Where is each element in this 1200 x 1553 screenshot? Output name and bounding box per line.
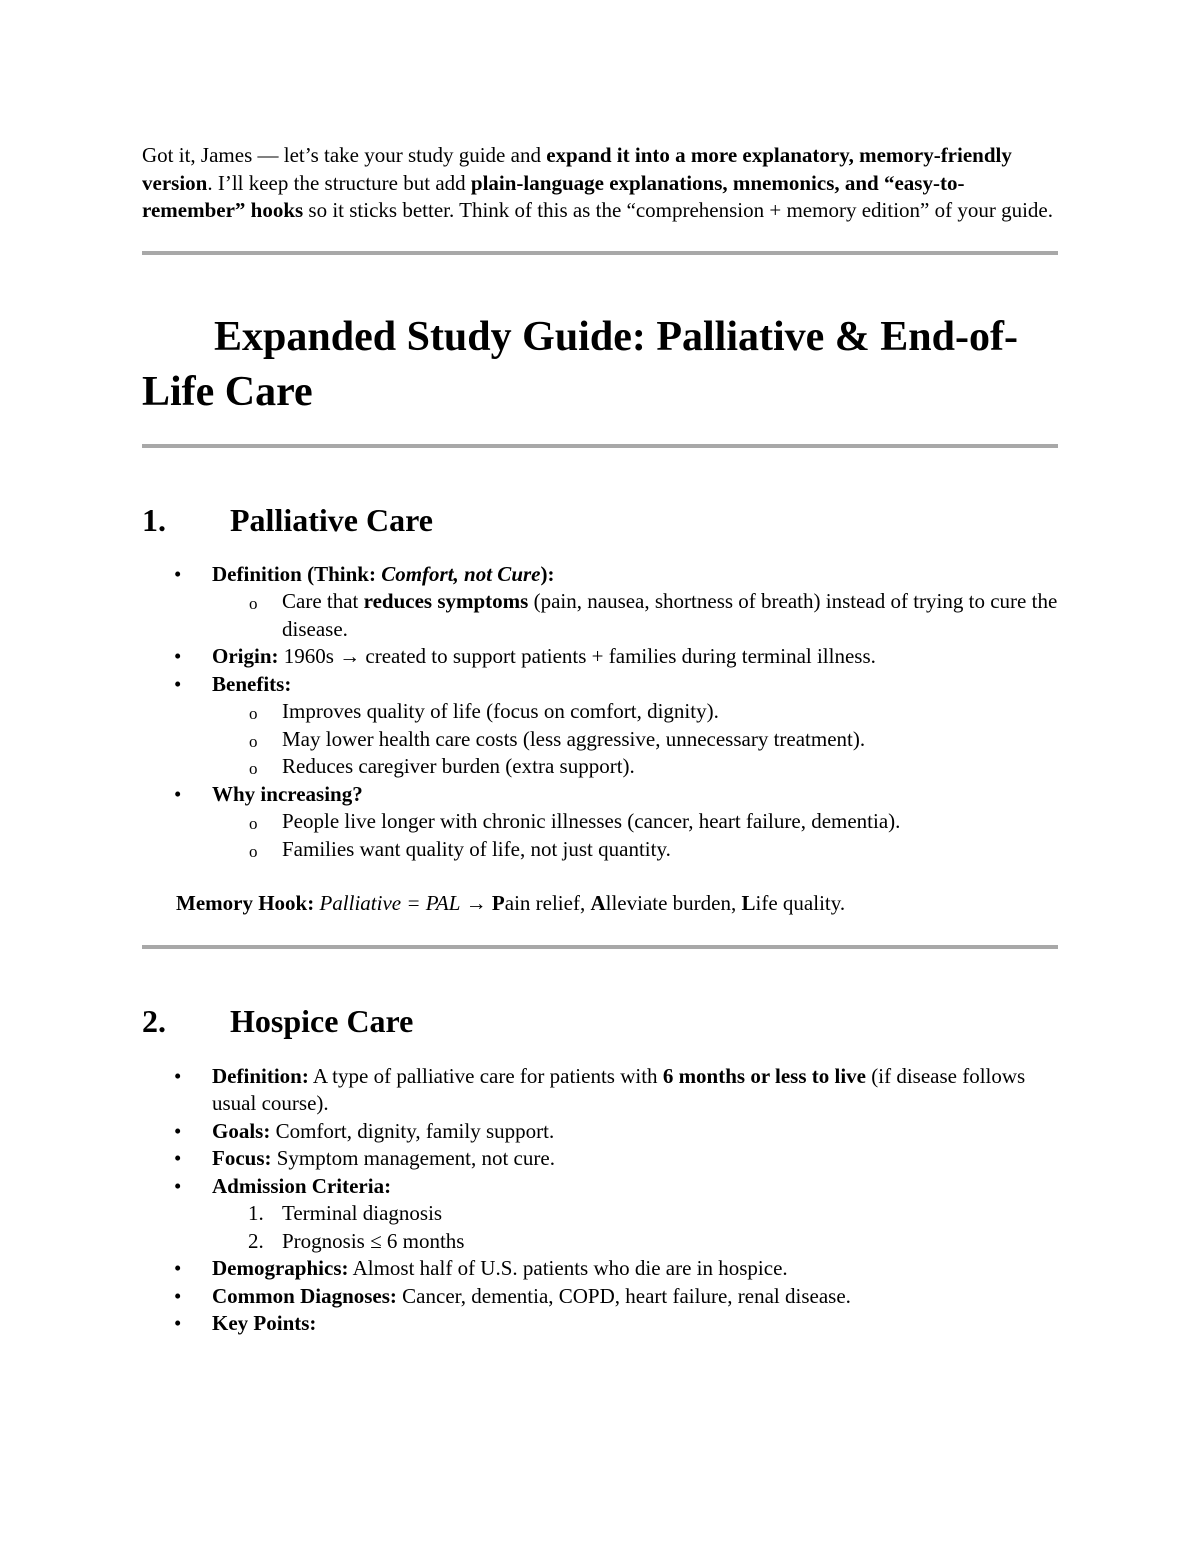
memory-hook: Memory Hook: Palliative = PAL → Pain relief, Alleviate burden, Life quality. <box>176 891 846 915</box>
intro-bold-1: expand it into a more explanatory, memory-friendly version <box>142 143 1012 195</box>
benefits-sublist <box>212 698 1058 781</box>
sub-list-item: o Care that reduces symptoms (pain, nausea, shortness of breath) instead of trying to cure the disease. <box>212 588 1058 643</box>
list-item-why-increasing: • Why increasing? o People live longer with chronic illnesses (cancer, heart failure, dementia). o Families want quality of life, not just quantity. <box>142 781 1058 864</box>
list-item-origin: • Origin: 1960s → created to support patients + families during terminal illness. <box>142 643 1058 671</box>
horizontal-rule <box>142 945 1058 949</box>
list-item-key-points: • Key Points: <box>142 1310 1058 1338</box>
section-number: 1. <box>142 501 166 538</box>
numbered-list-item: 1. Terminal diagnosis <box>248 1201 443 1225</box>
document-title: Expanded Study Guide: Palliative & End-of-Life Care <box>142 313 1018 415</box>
sub-list-item: o Improves quality of life (focus on comfort, dignity). <box>212 698 1058 726</box>
section-title: Hospice Care <box>230 1002 414 1039</box>
definition-sublist <box>212 588 1058 643</box>
list-item-demographics: • Demographics: Almost half of U.S. patients who die are in hospice. <box>142 1255 1058 1283</box>
list-item-definition: • Definition: A type of palliative care for patients with 6 months or less to live (if disease follows usual course). <box>142 1063 1058 1118</box>
sub-list-item: o Reduces caregiver burden (extra support). <box>212 753 1058 781</box>
list-item-admission-criteria: • Admission Criteria: 1. Terminal diagnosis 2. Prognosis ≤ 6 months <box>142 1173 1058 1256</box>
why-sublist <box>212 808 1058 863</box>
palliative-bullet-list <box>142 561 1058 864</box>
intro-paragraph: Got it, James — let’s take your study guide and expand it into a more explanatory, memory-friendly version. I’ll keep the structure but add plain-language explanations, mnemonics, and “easy-to-remember” hooks so it sticks better. Think of this as the “comprehension + memory edition” of your guide. <box>142 143 1053 222</box>
list-item-goals: • Goals: Comfort, dignity, family support. <box>142 1118 1058 1146</box>
list-item-definition: • Definition (Think: Comfort, not Cure): o Care that reduces symptoms (pain, nausea, shortness of breath) instead of trying to cure the disease. <box>142 561 1058 644</box>
section-heading-hospice <box>142 1001 1058 1041</box>
list-item-focus: • Focus: Symptom management, not cure. <box>142 1145 1058 1173</box>
list-item-benefits: • Benefits: o Improves quality of life (focus on comfort, dignity). o May lower health care costs (less aggressive, unnecessary treatment). o Reduces caregiver burden (extra support). <box>142 671 1058 781</box>
numbered-list-item: 2. Prognosis ≤ 6 months <box>248 1228 465 1253</box>
sub-list-item: o Families want quality of life, not just quantity. <box>212 836 1058 864</box>
horizontal-rule <box>142 251 1058 255</box>
document-page <box>142 142 1058 1338</box>
hospice-bullet-list <box>142 1063 1058 1338</box>
section-heading-palliative <box>142 500 1058 540</box>
intro-bold-2: plain-language explanations, mnemonics, and “easy-to-remember” hooks <box>142 170 965 222</box>
admission-criteria-list <box>212 1200 1058 1255</box>
horizontal-rule <box>142 444 1058 448</box>
section-title: Palliative Care <box>230 501 433 538</box>
section-number: 2. <box>142 1002 166 1039</box>
sub-list-item: o People live longer with chronic illnesses (cancer, heart failure, dementia). <box>212 808 1058 836</box>
list-item-common-diagnoses: • Common Diagnoses: Cancer, dementia, COPD, heart failure, renal disease. <box>142 1283 1058 1311</box>
sub-list-item: o May lower health care costs (less aggressive, unnecessary treatment). <box>212 726 1058 754</box>
